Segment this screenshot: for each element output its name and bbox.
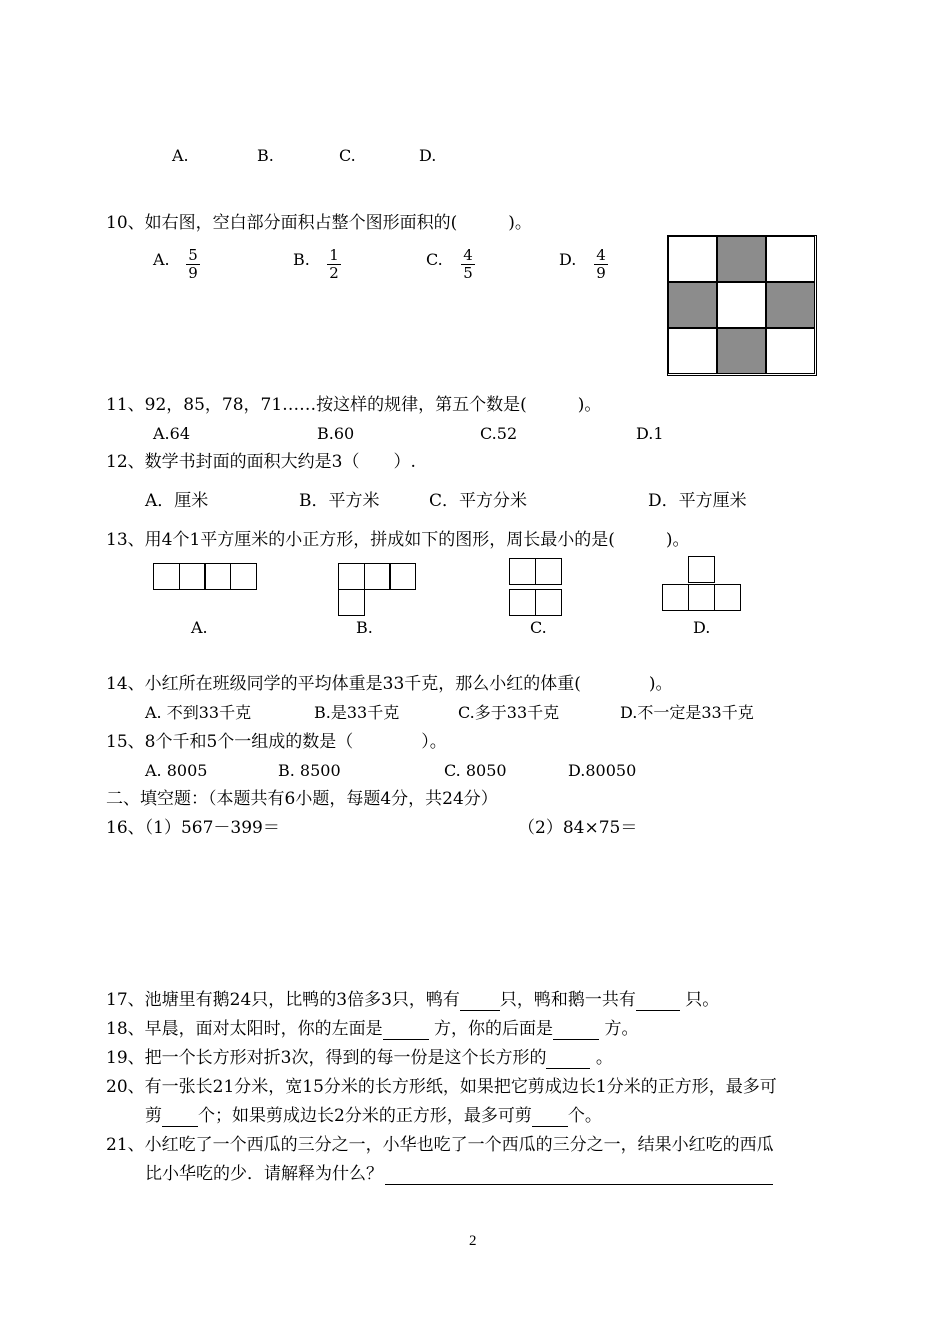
unit-square: [535, 558, 562, 585]
fraction-denominator: 9: [188, 264, 198, 282]
q21-answer-line[interactable]: [385, 1166, 773, 1185]
q17-blank-ducks[interactable]: [460, 992, 500, 1011]
q21-line-2: [145, 1163, 773, 1185]
q12-option-c: C．平方分米: [429, 491, 528, 511]
unit-square: [230, 563, 257, 590]
q17-text-3: 只。: [679, 990, 720, 1010]
q15-stem: 15、8个千和5个一组成的数是（ ）。: [106, 732, 447, 752]
q13-stem: 13、用4个1平方厘米的小正方形，拼成如下的图形，周长最小的是( )。: [106, 530, 690, 550]
grid-cell-shaded: [717, 236, 766, 282]
unit-square: [338, 563, 365, 590]
q9-option-b: B.: [257, 146, 274, 165]
unit-square: [179, 563, 206, 590]
q11-option-b: B.60: [317, 424, 355, 443]
q12-option-d: D．平方厘米: [648, 491, 747, 511]
q9-option-a: A.: [172, 146, 189, 165]
fraction-denominator: 9: [596, 264, 606, 282]
q19-blank[interactable]: [546, 1050, 590, 1069]
grid-cell-blank: [668, 328, 717, 374]
grid-cell-shaded: [766, 282, 815, 328]
q10-option-d-fraction: [594, 248, 608, 281]
unit-square: [338, 589, 365, 616]
unit-square: [204, 563, 231, 590]
q14-option-b: B.是33千克: [314, 703, 400, 722]
q20-blank-2[interactable]: [532, 1108, 568, 1127]
q10-option-a-fraction: [186, 248, 200, 281]
q19-line: [106, 1047, 613, 1069]
q17-text-2: 只，鸭和鹅一共有: [499, 990, 636, 1010]
q13-label-c: C.: [530, 618, 547, 637]
q15-option-d: D.80050: [568, 761, 637, 780]
q10-option-c-label: C.: [426, 250, 443, 269]
q15-option-a: A. 8005: [145, 761, 208, 780]
q11-option-c: C.52: [480, 424, 518, 443]
grid-cell-blank: [717, 282, 766, 328]
q14-stem: 14、小红所在班级同学的平均体重是33千克，那么小红的体重( )。: [106, 674, 673, 694]
q20-line-2: [145, 1105, 602, 1127]
unit-square: [688, 584, 715, 611]
q16-part-2: （2）84×75＝: [518, 818, 638, 838]
q20-line-1: 20、有一张长21分米，宽15分米的长方形纸，如果把它剪成边长1分米的正方形，最多可: [106, 1077, 777, 1097]
grid-cell-blank: [766, 236, 815, 282]
unit-square: [662, 584, 689, 611]
fraction-numerator: 4: [461, 248, 475, 265]
q15-option-b: B. 8500: [278, 761, 341, 780]
q21-text: 比小华吃的少．请解释为什么？: [145, 1164, 383, 1184]
q10-option-b-label: B.: [293, 250, 310, 269]
q20-text-3: 个。: [567, 1106, 602, 1126]
q10-option-a-label: A.: [153, 250, 170, 269]
q17-blank-total[interactable]: [636, 992, 680, 1011]
unit-square: [509, 589, 536, 616]
q14-option-a: A. 不到33千克: [145, 703, 252, 722]
q14-option-c: C.多于33千克: [458, 703, 560, 722]
fraction-numerator: 4: [594, 248, 608, 265]
grid-cell-shaded: [668, 282, 717, 328]
unit-square: [509, 558, 536, 585]
q10-option-d-label: D.: [559, 250, 577, 269]
q16-part-1: 16、（1）567－399＝: [106, 818, 280, 838]
q10-grid-figure: [667, 235, 817, 376]
q13-label-b: B.: [356, 618, 373, 637]
q18-line: [106, 1018, 638, 1040]
q9-option-c: C.: [339, 146, 356, 165]
q13-label-d: D.: [693, 618, 711, 637]
q9-option-d: D.: [419, 146, 437, 165]
q13-label-a: A.: [191, 618, 208, 637]
q20-blank-1[interactable]: [162, 1108, 198, 1127]
grid-cell-blank: [668, 236, 717, 282]
q12-option-b: B．平方米: [299, 491, 380, 511]
q18-text-3: 方。: [599, 1019, 639, 1039]
q17-line: [106, 989, 719, 1011]
unit-square: [364, 563, 391, 590]
unit-square: [535, 589, 562, 616]
unit-square: [153, 563, 180, 590]
q17-text-1: 17、池塘里有鹅24只，比鸭的3倍多3只，鸭有: [106, 990, 460, 1010]
page-number: 2: [469, 1233, 477, 1249]
q11-option-a: A.64: [153, 424, 190, 443]
unit-square: [389, 563, 416, 590]
q11-stem: 11、92，85，78，71……按这样的规律，第五个数是( )。: [106, 395, 602, 415]
grid-cell-shaded: [717, 328, 766, 374]
unit-square: [714, 584, 741, 611]
q12-option-a: A．厘米: [145, 491, 209, 511]
q10-option-b-fraction: [327, 248, 341, 281]
grid-cell-blank: [766, 328, 815, 374]
q15-option-c: C. 8050: [444, 761, 507, 780]
section-2-heading: 二、填空题：（本题共有6小题，每题4分，共24分）: [106, 789, 498, 809]
q18-text-1: 18、早晨，面对太阳时，你的左面是: [106, 1019, 383, 1039]
q14-option-d: D.不一定是33千克: [620, 703, 754, 722]
unit-square: [688, 556, 715, 583]
q21-line-1: 21、小红吃了一个西瓜的三分之一，小华也吃了一个西瓜的三分之一，结果小红吃的西瓜: [106, 1135, 774, 1155]
q19-text-2: 。: [590, 1048, 613, 1068]
q19-text-1: 19、把一个长方形对折3次，得到的每一份是这个长方形的: [106, 1048, 547, 1068]
q10-option-c-fraction: [461, 248, 475, 281]
q12-stem: 12、数学书封面的面积大约是3（ ）.: [106, 452, 416, 472]
fraction-denominator: 2: [329, 264, 339, 282]
q18-blank-back[interactable]: [553, 1021, 599, 1040]
q20-text-2: 个；如果剪成边长2分米的正方形，最多可剪: [198, 1106, 532, 1126]
fraction-numerator: 5: [186, 248, 200, 265]
q10-stem: 10、如右图，空白部分面积占整个图形面积的( )。: [106, 213, 532, 233]
q18-text-2: 方，你的后面是: [428, 1019, 554, 1039]
fraction-denominator: 5: [463, 264, 473, 282]
q18-blank-left[interactable]: [383, 1021, 429, 1040]
fraction-numerator: 1: [327, 248, 341, 265]
q11-option-d: D.1: [636, 424, 664, 443]
q20-text-1: 剪: [145, 1106, 162, 1126]
